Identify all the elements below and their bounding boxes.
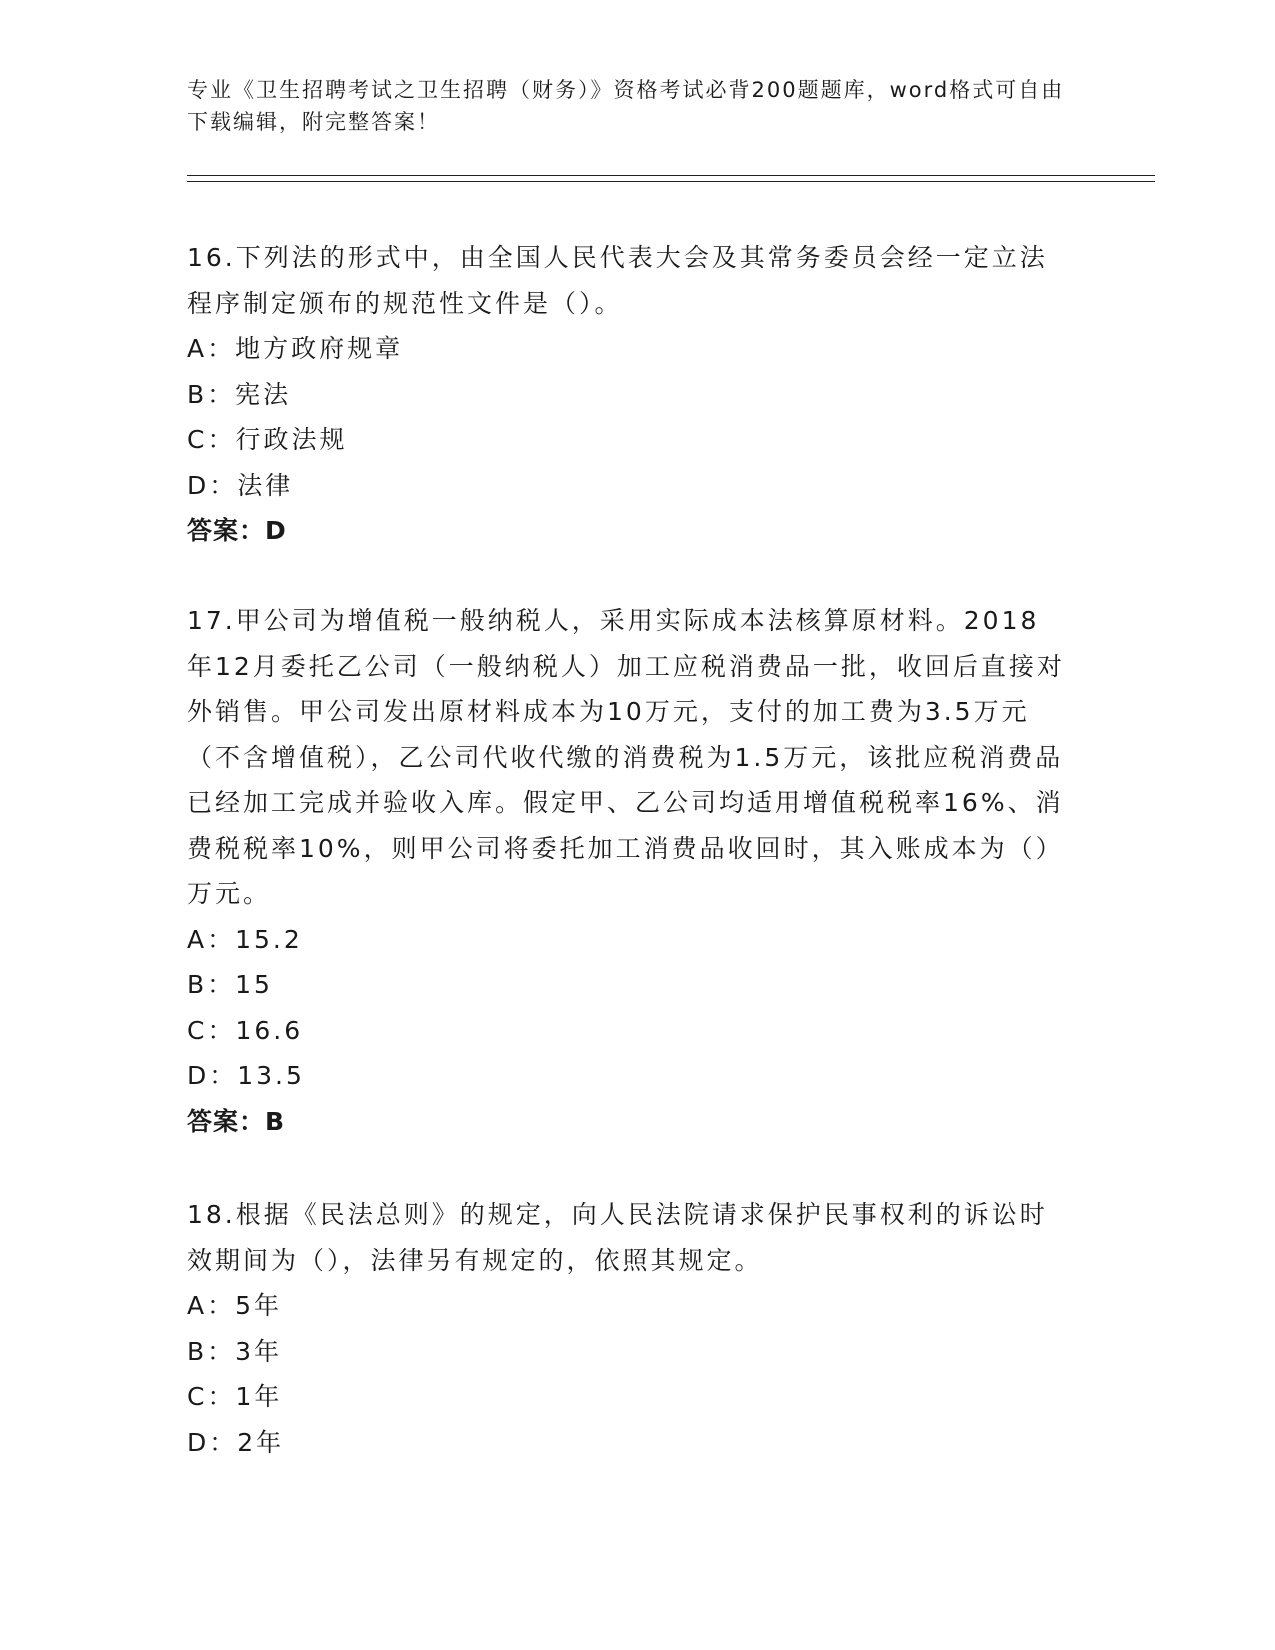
option-b: B：3年	[187, 1336, 283, 1366]
option-a: A：15.2	[187, 924, 303, 954]
option-c: C：行政法规	[187, 425, 348, 454]
option-d: D：13.5	[187, 1061, 305, 1090]
question-text: 16.下列法的形式中，由全国人民代表大会及其常务委员会经一定立法程序制定颁布的规范性文件是（）。	[187, 243, 1048, 318]
option-d: D：2年	[187, 1427, 285, 1457]
answer: 答案：B	[187, 1106, 286, 1136]
option-a: A：5年	[187, 1291, 283, 1320]
document-header	[187, 74, 1067, 138]
option-d: D：法律	[187, 470, 294, 500]
header-divider-bottom	[187, 181, 1155, 182]
option-b: B：15	[187, 970, 273, 999]
question-18	[187, 1192, 1067, 1465]
option-c: C：1年	[187, 1382, 283, 1411]
answer: 答案：D	[187, 516, 287, 545]
header-divider-top	[187, 175, 1155, 176]
question-16	[187, 235, 1067, 554]
option-c: C：16.6	[187, 1015, 304, 1045]
header-text: 专业《卫生招聘考试之卫生招聘（财务）》资格考试必背200题题库，word格式可自由下载编辑，附完整答案！	[187, 78, 1065, 134]
question-text: 17.甲公司为增值税一般纳税人，采用实际成本法核算原材料。2018年12月委托乙公司（一般纳税人）加工应税消费品一批，收回后直接对外销售。甲公司发出原材料成本为10万元，支付的加工费为3.5万元（不含增值税），乙公司代收代缴的消费税为1.5万元，该批应税消费品已经加工完成并验收入库。假定甲、乙公司均适用增值税税率16%、消费税税率10%，则甲公司将委托加工消费品收回时，其入账成本为（）万元。	[187, 606, 1065, 908]
option-b: B：宪法	[187, 379, 292, 409]
option-a: A：地方政府规章	[187, 334, 404, 363]
question-text: 18.根据《民法总则》的规定，向人民法院请求保护民事权利的诉讼时效期间为（），法律另有规定的，依照其规定。	[187, 1200, 1048, 1275]
question-17	[187, 598, 1067, 1144]
